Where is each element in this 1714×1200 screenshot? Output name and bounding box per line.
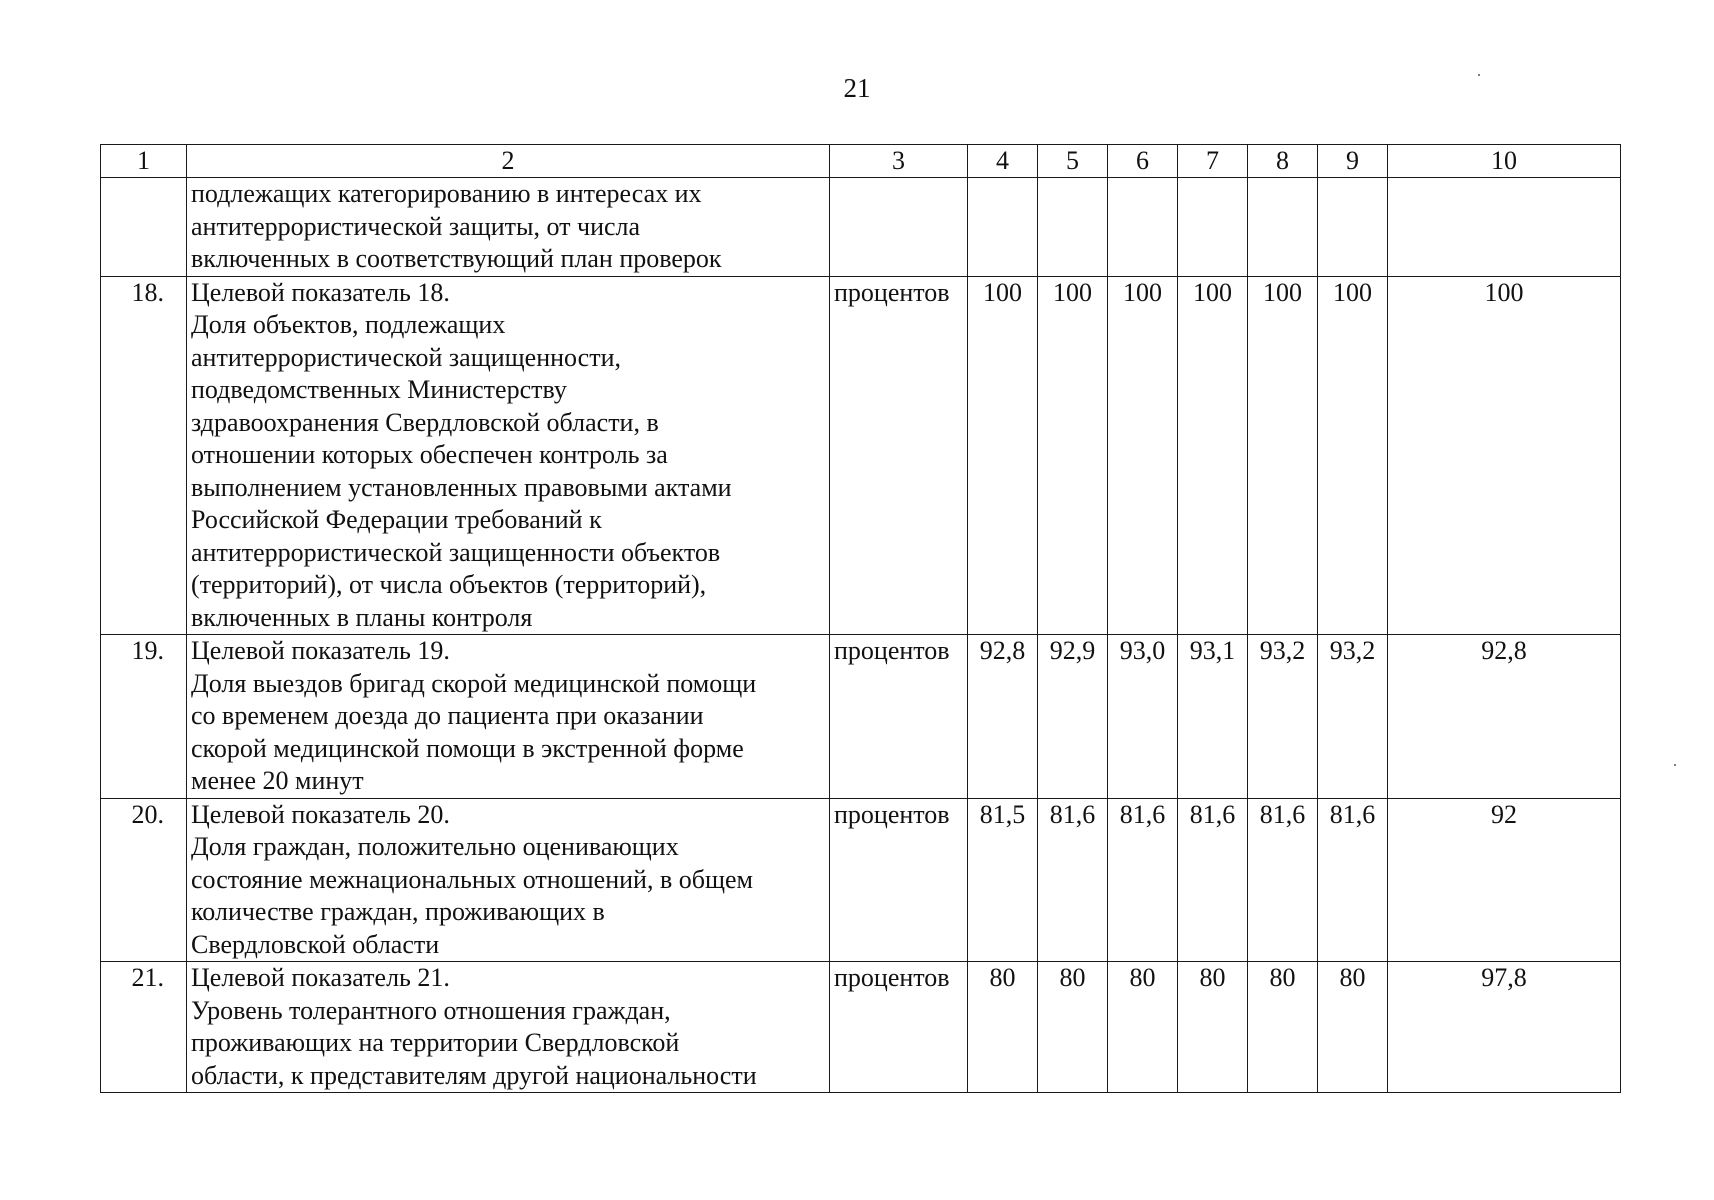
value-cell: 81,6 [1178, 798, 1248, 962]
indicator-description [187, 798, 830, 962]
column-number-header: 1 [101, 145, 187, 178]
description-line: со временем доезда до пациента при оказании [191, 701, 704, 730]
description-line: области, к представителям другой национальности [191, 1060, 757, 1090]
description-line: Целевой показатель 21. [191, 963, 450, 992]
description-line: Российской Федерации требований к [191, 505, 602, 534]
table-header-row [101, 145, 1621, 178]
description-line: включенных в соответствующий план проверок [191, 244, 722, 273]
indicator-description [187, 178, 830, 277]
row-number [101, 178, 187, 277]
indicator-description [187, 635, 830, 799]
description-line: состояние межнациональных отношений, в общем [191, 864, 753, 894]
description-line: антитеррористической защиты, от числа [191, 211, 641, 241]
value-cell: 80 [1318, 962, 1388, 1093]
description-line: Уровень толерантного отношения граждан, [191, 995, 671, 1025]
column-number-header: 9 [1318, 145, 1388, 178]
description-line: Свердловской области [191, 929, 440, 959]
description-line: выполнением установленных правовыми актами [191, 472, 732, 502]
value-cell: 93,2 [1318, 635, 1388, 799]
description-line: подлежащих категорированию в интересах их [191, 179, 702, 208]
column-number-header: 6 [1108, 145, 1178, 178]
description-line: Доля объектов, подлежащих [191, 310, 506, 339]
value-cell: 100 [1318, 276, 1388, 635]
unit-cell: процентов [830, 635, 968, 799]
description-line: здравоохранения Свердловской области, в [191, 407, 659, 437]
column-number-header: 2 [187, 145, 830, 178]
value-cell: 92,8 [968, 635, 1038, 799]
value-cell: 80 [1248, 962, 1318, 1093]
description-line: (территорий), от числа объектов (территорий), [191, 570, 707, 599]
description-line: антитеррористической защищенности объектов [191, 537, 721, 567]
table-row [101, 635, 1621, 799]
value-cell: 92,8 [1388, 635, 1621, 799]
value-cell: 81,6 [1248, 798, 1318, 962]
unit-cell: процентов [830, 962, 968, 1093]
page-number: 21 [843, 73, 871, 103]
description-line: количестве граждан, проживающих в [191, 897, 605, 926]
column-number-header: 10 [1388, 145, 1621, 178]
description-line: антитеррористической защищенности, [191, 342, 621, 372]
description-line: менее 20 минут [191, 766, 364, 795]
value-cell: 80 [968, 962, 1038, 1093]
row-number: 21. [101, 962, 187, 1093]
indicator-description [187, 276, 830, 635]
value-cell [1388, 178, 1621, 277]
value-cell: 100 [1388, 276, 1621, 635]
indicator-description [187, 962, 830, 1093]
row-number: 20. [101, 798, 187, 962]
column-number-header: 5 [1038, 145, 1108, 178]
value-cell: 80 [1038, 962, 1108, 1093]
value-cell [1108, 178, 1178, 277]
description-line: Целевой показатель 19. [191, 636, 450, 665]
value-cell: 97,8 [1388, 962, 1621, 1093]
value-cell: 93,0 [1108, 635, 1178, 799]
description-line: Доля выездов бригад скорой медицинской помощи [191, 668, 757, 698]
table-row [101, 276, 1621, 635]
table-row [101, 962, 1621, 1093]
table-row [101, 178, 1621, 277]
value-cell: 100 [968, 276, 1038, 635]
description-line: отношении которых обеспечен контроль за [191, 440, 668, 469]
description-line: включенных в планы контроля [191, 602, 533, 632]
indicators-table [100, 144, 1621, 1093]
unit-cell [830, 178, 968, 277]
value-cell: 80 [1178, 962, 1248, 1093]
description-line: скорой медицинской помощи в экстренной форме [191, 733, 744, 763]
value-cell: 81,6 [1108, 798, 1178, 962]
column-number-header: 8 [1248, 145, 1318, 178]
value-cell: 92,9 [1038, 635, 1108, 799]
description-line: подведомственных Министерству [191, 375, 567, 404]
unit-cell: процентов [830, 276, 968, 635]
value-cell: 81,6 [1318, 798, 1388, 962]
value-cell: 93,2 [1248, 635, 1318, 799]
value-cell: 100 [1038, 276, 1108, 635]
value-cell: 100 [1108, 276, 1178, 635]
value-cell [1318, 178, 1388, 277]
description-line: Целевой показатель 18. [191, 277, 450, 307]
value-cell [1178, 178, 1248, 277]
value-cell: 92 [1388, 798, 1621, 962]
unit-cell: процентов [830, 798, 968, 962]
value-cell: 81,6 [1038, 798, 1108, 962]
table-row [101, 798, 1621, 962]
scan-speck [1674, 764, 1676, 766]
value-cell: 100 [1178, 276, 1248, 635]
scan-speck [1478, 74, 1480, 76]
value-cell [968, 178, 1038, 277]
column-number-header: 3 [830, 145, 968, 178]
value-cell: 100 [1248, 276, 1318, 635]
row-number: 18. [101, 276, 187, 635]
value-cell [1038, 178, 1108, 277]
column-number-header: 4 [968, 145, 1038, 178]
description-line: Целевой показатель 20. [191, 799, 450, 829]
row-number: 19. [101, 635, 187, 799]
value-cell: 81,5 [968, 798, 1038, 962]
description-line: Доля граждан, положительно оценивающих [191, 832, 679, 861]
description-line: проживающих на территории Свердловской [191, 1028, 680, 1057]
value-cell [1248, 178, 1318, 277]
value-cell: 80 [1108, 962, 1178, 1093]
column-number-header: 7 [1178, 145, 1248, 178]
value-cell: 93,1 [1178, 635, 1248, 799]
